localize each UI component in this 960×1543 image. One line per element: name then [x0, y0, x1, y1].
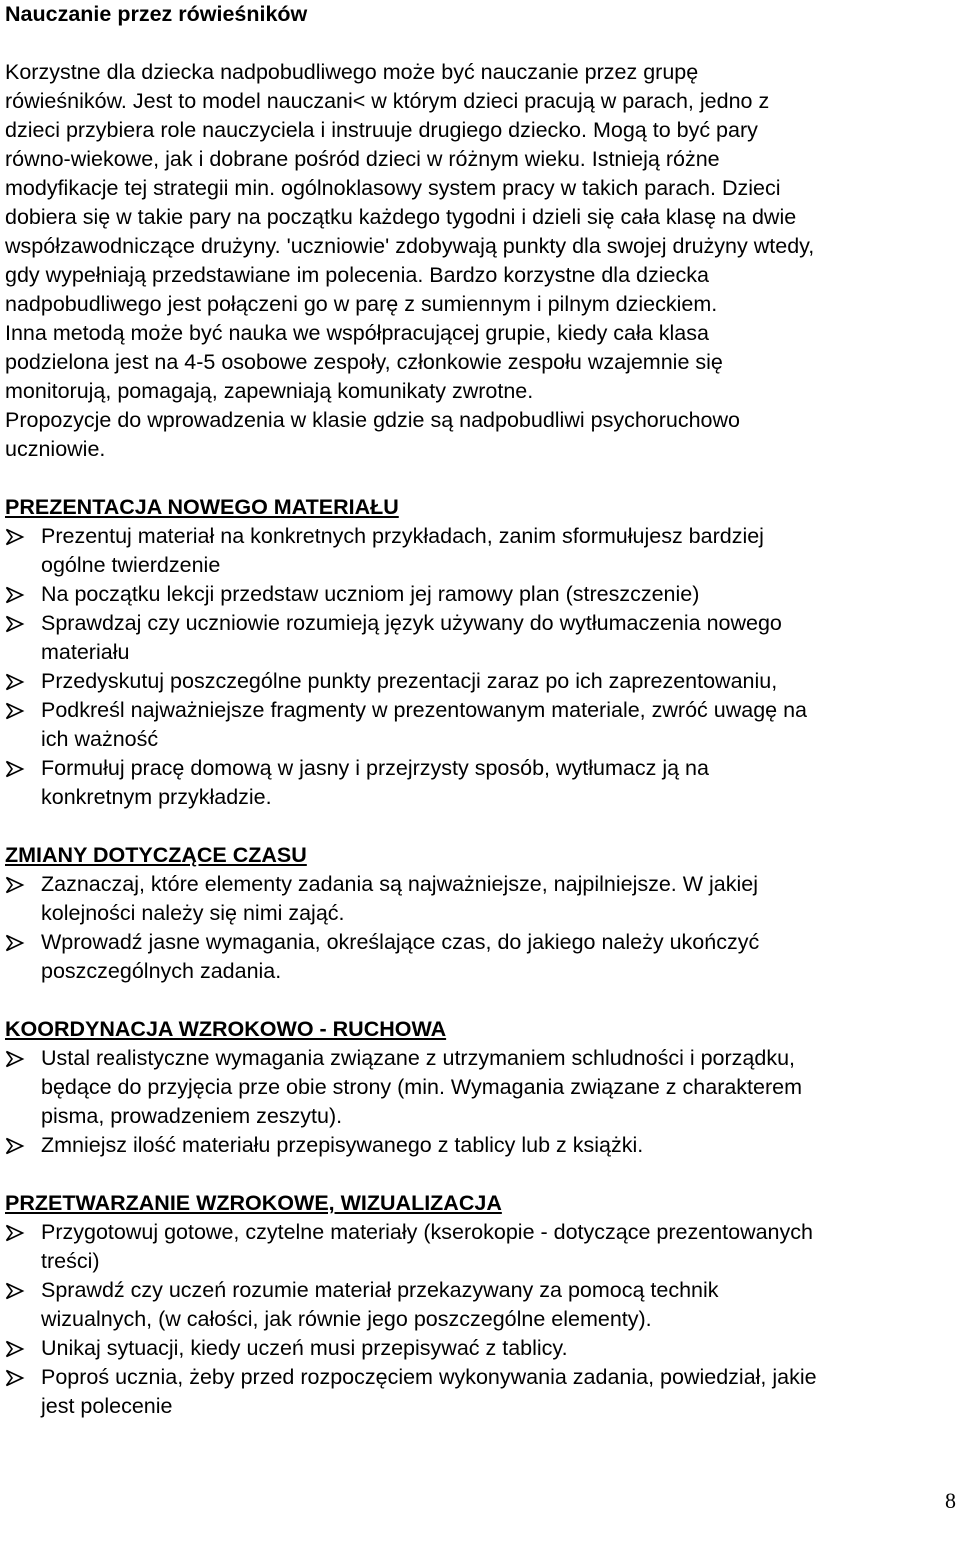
arrow-bullet-icon — [5, 1224, 25, 1242]
bullet-item — [5, 1218, 955, 1276]
bullet-item — [5, 1044, 955, 1131]
bullet-text: jest polecenie — [41, 1394, 173, 1418]
intro-line: nadpobudliwego jest połączeni go w parę z sumiennym i pilnym dzieckiem. — [5, 292, 718, 316]
bullet-text: Na początku lekcji przedstaw uczniom jej ramowy plan (streszczenie) — [41, 582, 700, 606]
arrow-bullet-icon — [5, 702, 25, 720]
arrow-bullet-icon — [5, 760, 25, 778]
bullet-item — [5, 754, 955, 812]
intro-paragraph — [5, 58, 955, 464]
bullet-item — [5, 1363, 955, 1421]
page-title: Nauczanie przez rówieśników — [5, 2, 308, 26]
intro-line: dobiera się w takie pary na początku każdego tygodni i dzieli się cała klasę na dwie — [5, 205, 797, 229]
intro-line: modyfikacje tej strategii min. ogólnoklasowy system pracy w takich parach. Dzieci — [5, 176, 781, 200]
arrow-bullet-icon — [5, 673, 25, 691]
arrow-bullet-icon — [5, 586, 25, 604]
bullet-text: materiału — [41, 640, 130, 664]
bullet-text: Przedyskutuj poszczególne punkty prezentacji zaraz po ich zaprezentowaniu, — [41, 669, 778, 693]
arrow-bullet-icon — [5, 1050, 25, 1068]
bullet-text: będące do przyjęcia prze obie strony (min. Wymagania związane z charakterem — [41, 1075, 803, 1099]
section — [5, 1015, 955, 1160]
section-heading: PREZENTACJA NOWEGO MATERIAŁU — [5, 495, 399, 519]
bullet-text: kolejności należy się nimi zająć. — [41, 901, 345, 925]
bullet-text: Zaznaczaj, które elementy zadania są najważniejsze, najpilniejsze. W jakiej — [41, 872, 759, 896]
bullet-list — [5, 522, 955, 812]
sections-container — [5, 493, 955, 1421]
section — [5, 841, 955, 986]
section — [5, 493, 955, 812]
bullet-item — [5, 1334, 955, 1363]
bullet-list — [5, 870, 955, 986]
bullet-text: Zmniejsz ilość materiału przepisywanego z tablicy lub z książki. — [41, 1133, 644, 1157]
bullet-text: Przygotowuj gotowe, czytelne materiały (kserokopie - dotyczące prezentowanych — [41, 1220, 813, 1244]
bullet-item — [5, 1131, 955, 1160]
bullet-item — [5, 522, 955, 580]
bullet-item — [5, 580, 955, 609]
intro-line: równo-wiekowe, jak i dobrane pośród dzieci w różnym wieku. Istnieją różne — [5, 147, 720, 171]
page-number: 8 — [945, 1488, 956, 1513]
bullet-text: Prezentuj materiał na konkretnych przykładach, zanim sformułujesz bardziej — [41, 524, 764, 548]
bullet-item — [5, 1276, 955, 1334]
bullet-text: wizualnych, (w całości, jak równie jego poszczególne elementy). — [41, 1307, 652, 1331]
intro-line: rówieśników. Jest to model nauczani< w którym dzieci pracują w parach, jedno z — [5, 89, 770, 113]
bullet-text: pisma, prowadzeniem zeszytu). — [41, 1104, 343, 1128]
intro-line: Propozycje do wprowadzenia w klasie gdzie są nadpobudliwi psychoruchowo — [5, 408, 740, 432]
arrow-bullet-icon — [5, 876, 25, 894]
intro-line: dzieci przybiera role nauczyciela i instruuje drugiego dziecko. Mogą to być pary — [5, 118, 758, 142]
arrow-bullet-icon — [5, 1282, 25, 1300]
document-page — [5, 0, 955, 1421]
bullet-list — [5, 1218, 955, 1421]
bullet-text: Sprawdzaj czy uczniowie rozumieją język używany do wytłumaczenia nowego — [41, 611, 782, 635]
section-heading: KOORDYNACJA WZROKOWO - RUCHOWA — [5, 1017, 447, 1041]
bullet-text: Unikaj sytuacji, kiedy uczeń musi przepisywać z tablicy. — [41, 1336, 568, 1360]
bullet-text: Ustal realistyczne wymagania związane z utrzymaniem schludności i porządku, — [41, 1046, 796, 1070]
intro-line: monitorują, pomagają, zapewniają komunikaty zwrotne. — [5, 379, 534, 403]
section — [5, 1189, 955, 1421]
bullet-item — [5, 870, 955, 928]
bullet-text: konkretnym przykładzie. — [41, 785, 272, 809]
bullet-text: ich ważność — [41, 727, 159, 751]
arrow-bullet-icon — [5, 615, 25, 633]
bullet-text: treści) — [41, 1249, 100, 1273]
bullet-item — [5, 667, 955, 696]
bullet-text: Podkreśl najważniejsze fragmenty w prezentowanym materiale, zwróć uwagę na — [41, 698, 807, 722]
intro-line: gdy wypełniają przedstawiane im polecenia. Bardzo korzystne dla dziecka — [5, 263, 709, 287]
intro-line: podzielona jest na 4-5 osobowe zespoły, członkowie zespołu wzajemnie się — [5, 350, 723, 374]
section-heading: PRZETWARZANIE WZROKOWE, WIZUALIZACJA — [5, 1191, 502, 1215]
bullet-list — [5, 1044, 955, 1160]
bullet-text: Wprowadź jasne wymagania, określające czas, do jakiego należy ukończyć — [41, 930, 760, 954]
arrow-bullet-icon — [5, 1369, 25, 1387]
bullet-text: Poproś ucznia, żeby przed rozpoczęciem wykonywania zadania, powiedział, jakie — [41, 1365, 817, 1389]
arrow-bullet-icon — [5, 1340, 25, 1358]
arrow-bullet-icon — [5, 528, 25, 546]
bullet-text: ogólne twierdzenie — [41, 553, 221, 577]
arrow-bullet-icon — [5, 1137, 25, 1155]
bullet-item — [5, 928, 955, 986]
intro-line: Korzystne dla dziecka nadpobudliwego może być nauczanie przez grupę — [5, 60, 699, 84]
intro-line: uczniowie. — [5, 437, 106, 461]
bullet-item — [5, 609, 955, 667]
bullet-item — [5, 696, 955, 754]
bullet-text: poszczególnych zadania. — [41, 959, 282, 983]
bullet-text: Sprawdź czy uczeń rozumie materiał przekazywany za pomocą technik — [41, 1278, 719, 1302]
intro-line: Inna metodą może być nauka we współpracującej grupie, kiedy cała klasa — [5, 321, 709, 345]
intro-line: współzawodniczące drużyny. 'uczniowie' zdobywają punkty dla swojej drużyny wtedy, — [5, 234, 815, 258]
section-heading: ZMIANY DOTYCZĄCE CZASU — [5, 843, 307, 867]
bullet-text: Formułuj pracę domową w jasny i przejrzysty sposób, wytłumacz ją na — [41, 756, 709, 780]
arrow-bullet-icon — [5, 934, 25, 952]
